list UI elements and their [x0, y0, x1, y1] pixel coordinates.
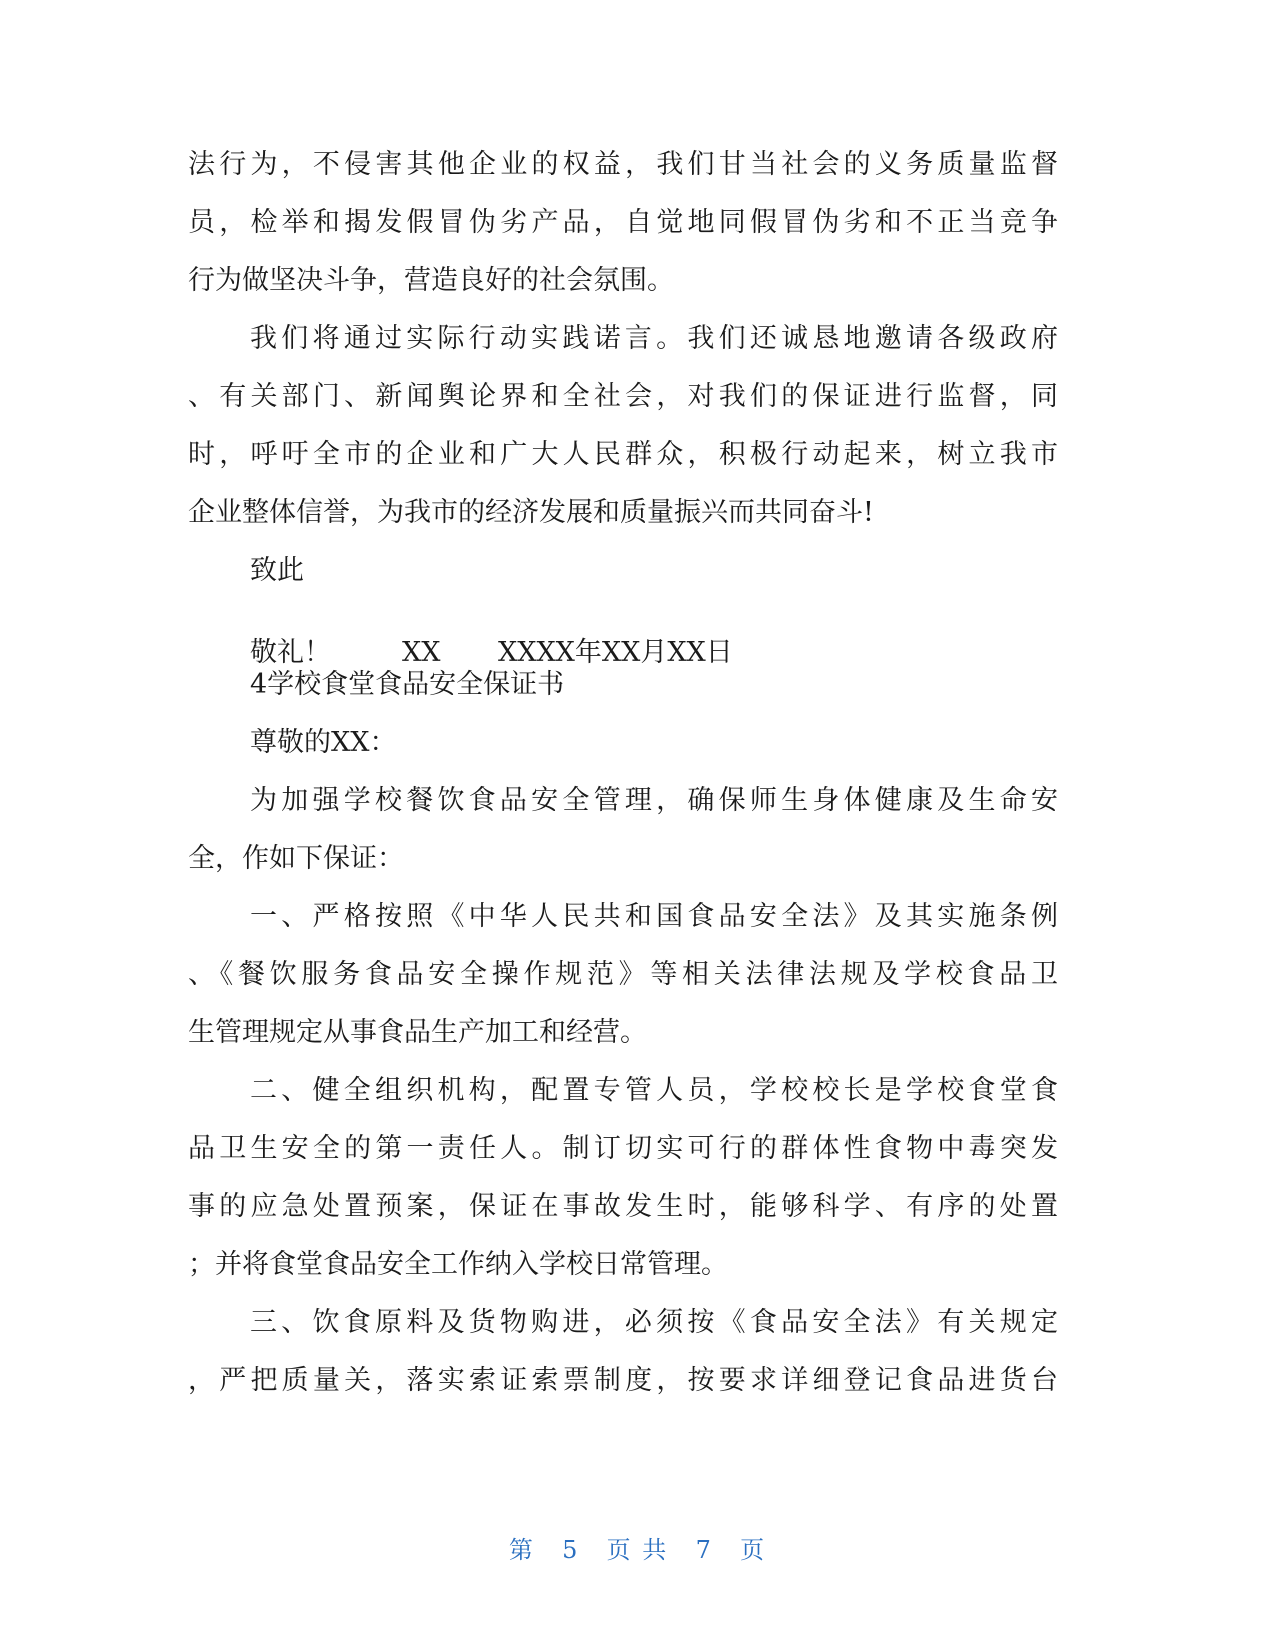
body-line: 时，呼吁全市的企业和广大人民群众，积极行动起来，树立我市	[188, 439, 1058, 470]
body-line: 企业整体信誉，为我市的经济发展和质量振兴而共同奋斗!	[188, 497, 874, 528]
body-line: 法行为，不侵害其他企业的权益，我们甘当社会的义务质量监督	[188, 149, 1058, 180]
body-line: ，严把质量关，落实索证索票制度，按要求详细登记食品进货台	[188, 1365, 1058, 1396]
body-line: 生管理规定从事食品生产加工和经营。	[188, 1017, 647, 1048]
body-line: 致此	[250, 555, 304, 586]
closing-signer: XX	[402, 637, 441, 668]
page-footer	[0, 1532, 1275, 1568]
body-line: 、《餐饮服务食品安全操作规范》等相关法律法规及学校食品卫	[188, 959, 1058, 990]
closing-salute: 敬礼！	[250, 637, 331, 668]
body-line: 为加强学校餐饮食品安全管理，确保师生身体健康及生命安	[250, 785, 1058, 816]
footer-page-number: 5	[562, 1536, 580, 1564]
body-line: 全，作如下保证：	[188, 843, 404, 874]
footer-total-pages: 7	[695, 1536, 713, 1564]
body-line: 二、健全组织机构，配置专管人员，学校校长是学校食堂食	[250, 1075, 1058, 1106]
body-line: 员，检举和揭发假冒伪劣产品，自觉地同假冒伪劣和不正当竞争	[188, 207, 1058, 238]
body-line: 一、严格按照《中华人民共和国食品安全法》及其实施条例	[250, 901, 1058, 932]
body-line: 品卫生安全的第一责任人。制订切实可行的群体性食物中毒突发	[188, 1133, 1058, 1164]
body-line: 行为做坚决斗争，营造良好的社会氛围。	[188, 265, 674, 296]
footer-middle: 页 共	[606, 1536, 669, 1564]
closing-date: XXXX年XX月XX日	[498, 637, 733, 668]
body-line: 事的应急处置预案，保证在事故发生时，能够科学、有序的处置	[188, 1191, 1058, 1222]
body-line: ；并将食堂食品安全工作纳入学校日常管理。	[188, 1249, 728, 1280]
body-line: 、有关部门、新闻舆论界和全社会，对我们的保证进行监督，同	[188, 381, 1058, 412]
body-line: 三、饮食原料及货物购进，必须按《食品安全法》有关规定	[250, 1307, 1058, 1338]
body-line: 我们将通过实际行动实践诺言。我们还诚恳地邀请各级政府	[250, 323, 1058, 354]
footer-suffix: 页	[740, 1536, 767, 1564]
footer-prefix: 第	[508, 1536, 535, 1564]
section-title: 4学校食堂食品安全保证书	[250, 669, 565, 700]
salutation: 尊敬的XX：	[250, 727, 397, 758]
